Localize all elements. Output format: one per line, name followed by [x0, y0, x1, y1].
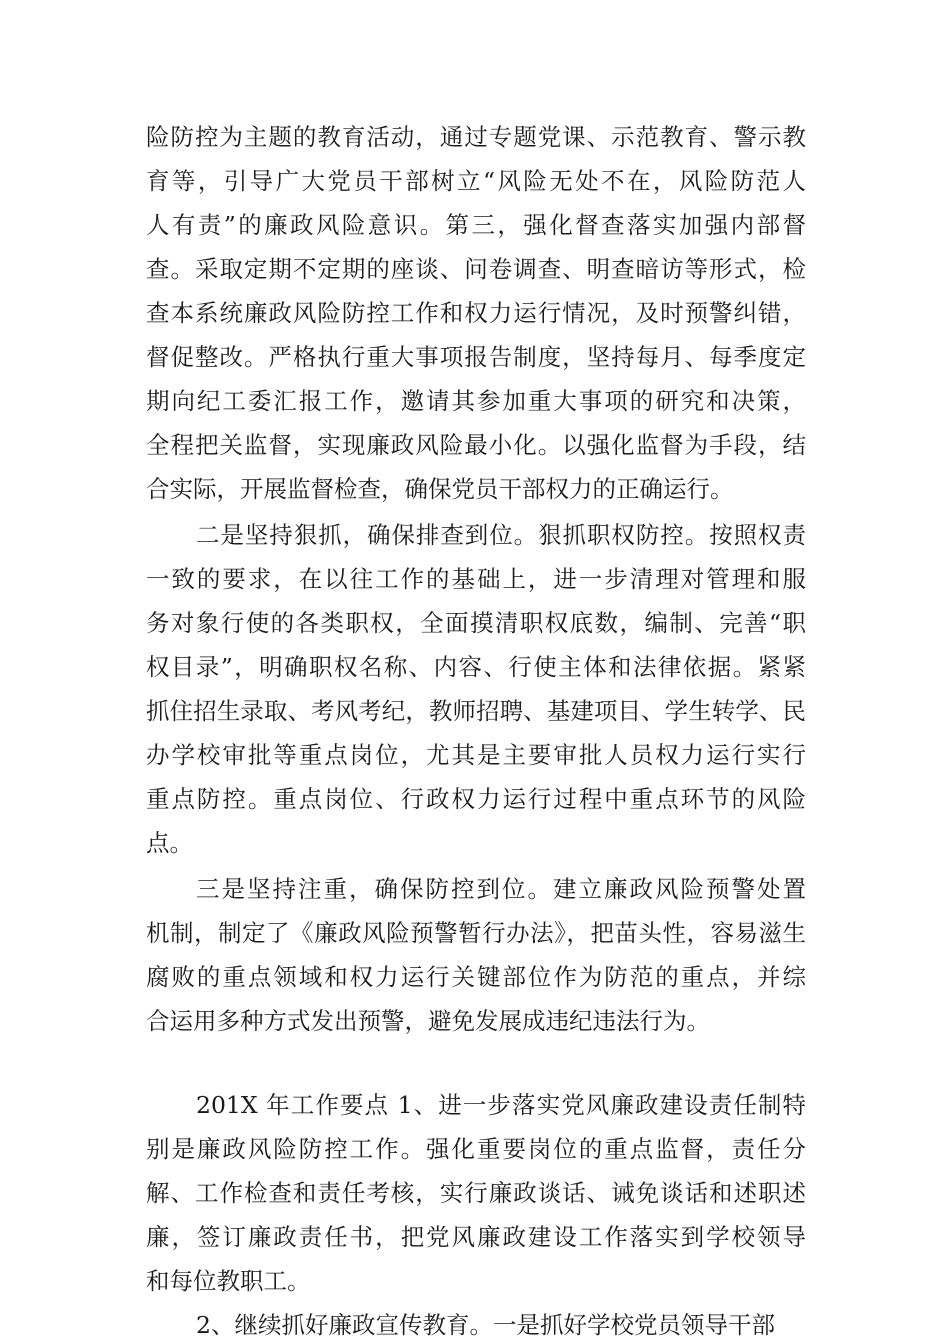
- text-line: 合运用多种方式发出预警，避免发展成违纪违法行为。: [146, 1007, 710, 1035]
- text-line: 育等，引导广大党员干部树立“风险无处不在，风险防范人: [146, 167, 806, 195]
- text-line: 期向纪工委汇报工作，邀请其参加重大事项的研究和决策，: [146, 387, 806, 415]
- paragraph-start-line: 二是坚持狠抓，确保排查到位。狠抓职权防控。按照权责: [196, 521, 806, 549]
- text-line: 点。: [146, 829, 193, 857]
- text-line: 解、工作检查和责任考核，实行廉政谈话、诫免谈话和述职述: [146, 1179, 806, 1207]
- text-line: 全程把关监督，实现廉政风险最小化。以强化监督为手段，结: [146, 431, 806, 459]
- text-line: 务对象行使的各类职权，全面摸清职权底数，编制、完善“职: [146, 609, 806, 637]
- text-line: 人有责”的廉政风险意识。第三，强化督查落实加强内部督: [146, 211, 806, 239]
- text-line: 督促整改。严格执行重大事项报告制度，坚持每月、每季度定: [146, 343, 806, 371]
- text-line: 权目录”，明确职权名称、内容、行使主体和法律依据。紧紧: [146, 653, 806, 681]
- paragraph-start-line: 201X 年工作要点 1、进一步落实党风廉政建设责任制特: [196, 1091, 806, 1119]
- paragraph-start-line: 三是坚持注重，确保防控到位。建立廉政风险预警处置: [196, 875, 806, 903]
- text-line: 机制，制定了《廉政风险预警暂行办法》，把苗头性，容易滋生: [146, 919, 806, 947]
- text-line: 险防控为主题的教育活动，通过专题党课、示范教育、警示教: [146, 123, 806, 151]
- text-line: 办学校审批等重点岗位，尤其是主要审批人员权力运行实行: [146, 741, 806, 769]
- text-line: 抓住招生录取、考风考纪，教师招聘、基建项目、学生转学、民: [146, 697, 806, 725]
- paragraph-start-line: 2、继续抓好廉政宣传教育。一是抓好学校党员领导干部: [196, 1311, 775, 1339]
- text-line: 腐败的重点领域和权力运行关键部位作为防范的重点，并综: [146, 963, 806, 991]
- text-line: 查本系统廉政风险防控工作和权力运行情况，及时预警纠错，: [146, 299, 806, 327]
- text-line: 和每位教职工。: [146, 1267, 311, 1295]
- text-line: 查。采取定期不定期的座谈、问卷调查、明查暗访等形式，检: [146, 255, 806, 283]
- text-line: 一致的要求，在以往工作的基础上，进一步清理对管理和服: [146, 565, 806, 593]
- text-line: 廉，签订廉政责任书，把党风廉政建设工作落实到学校领导: [146, 1223, 806, 1251]
- text-line: 合实际，开展监督检查，确保党员干部权力的正确运行。: [146, 475, 734, 503]
- text-line: 重点防控。重点岗位、行政权力运行过程中重点环节的风险: [146, 785, 806, 813]
- text-line: 别是廉政风险防控工作。强化重要岗位的重点监督，责任分: [146, 1135, 806, 1163]
